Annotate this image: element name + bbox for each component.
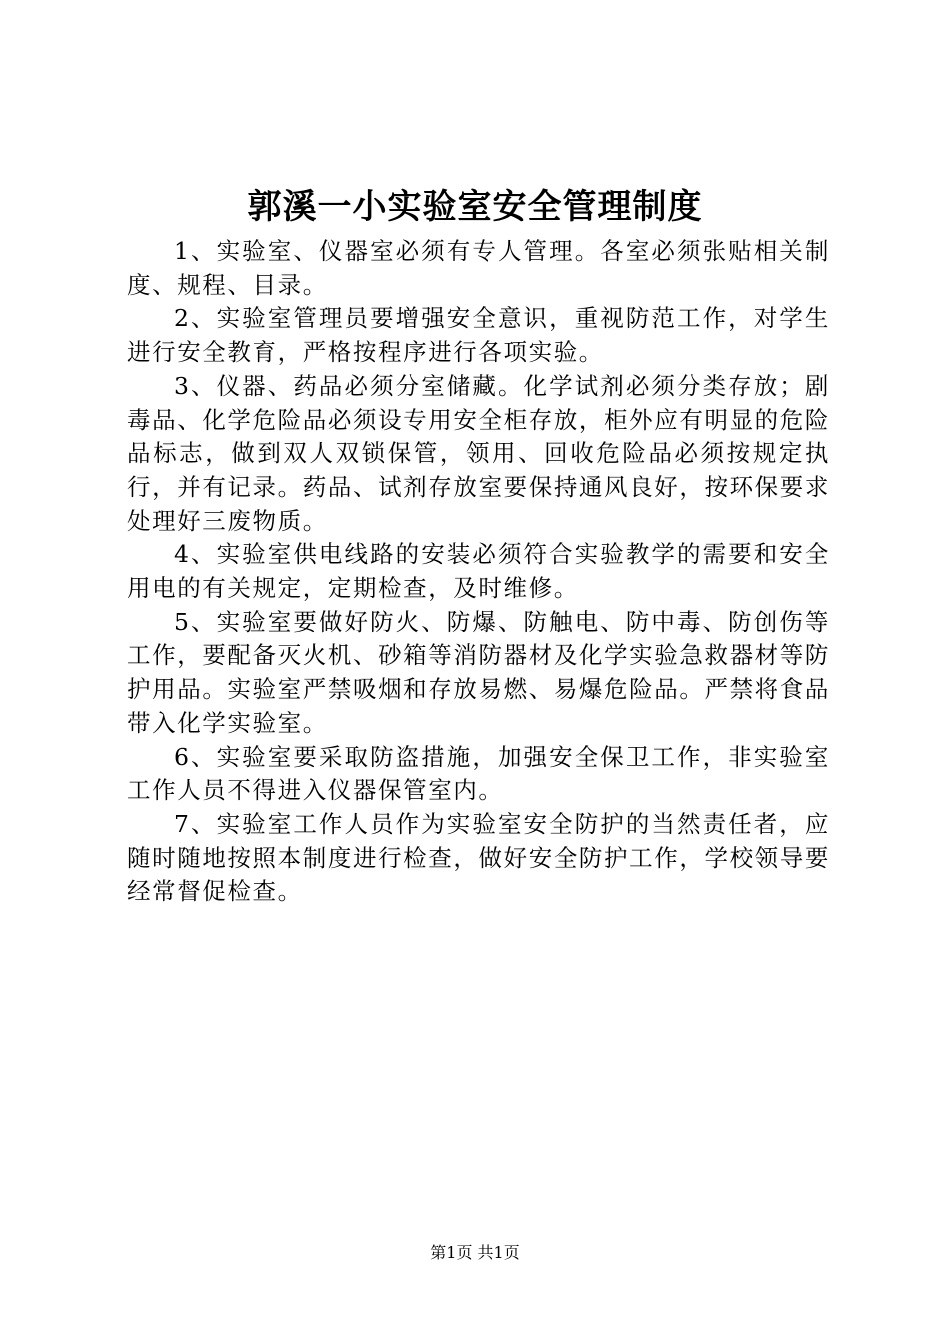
page-footer: 第1页 共1页 — [430, 1243, 520, 1262]
rule-paragraph-2: 2、实验室管理员要增强安全意识，重视防范工作，对学生进行安全教育，严格按程序进行各项实验。 — [127, 304, 830, 367]
rule-paragraph-1: 1、实验室、仪器室必须有专人管理。各室必须张贴相关制度、规程、目录。 — [127, 237, 830, 299]
rule-paragraph-4: 4、实验室供电线路的安装必须符合实验教学的需要和安全用电的有关规定，定期检查，及时维修。 — [127, 540, 830, 603]
rule-paragraph-5: 5、实验室要做好防火、防爆、防触电、防中毒、防创伤等工作，要配备灭火机、砂箱等消防器材及化学实验急救器材等防护用品。实验室严禁吸烟和存放易燃、易爆危险品。严禁将食品带入化学实验室。 — [127, 607, 830, 737]
document-body — [127, 235, 830, 909]
rule-paragraph-6: 6、实验室要采取防盗措施，加强安全保卫工作，非实验室工作人员不得进入仪器保管室内。 — [127, 742, 830, 805]
rule-paragraph-7: 7、实验室工作人员作为实验室安全防护的当然责任者，应随时随地按照本制度进行检查，做好安全防护工作，学校领导要经常督促检查。 — [127, 809, 830, 906]
rule-paragraph-3: 3、仪器、药品必须分室储藏。化学试剂必须分类存放；剧毒品、化学危险品必须设专用安全柜存放，柜外应有明显的危险品标志，做到双人双锁保管，领用、回收危险品必须按规定执行，并有记录。药品、试剂存放室要保持通风良好，按环保要求处理好三废物质。 — [127, 371, 830, 535]
document-title: 郭溪一小实验室安全管理制度 — [247, 187, 703, 227]
